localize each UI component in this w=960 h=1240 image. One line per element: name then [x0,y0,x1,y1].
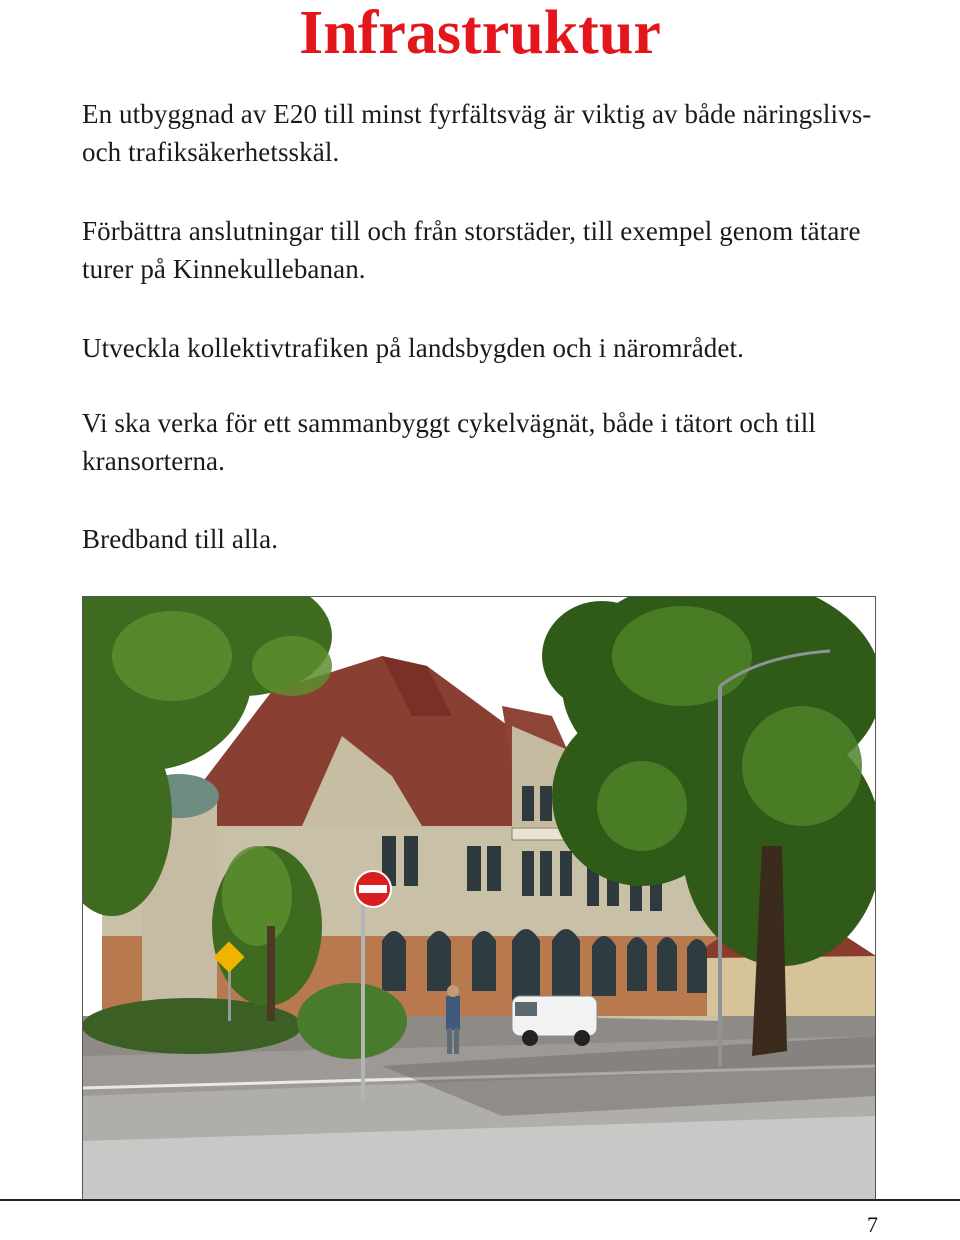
paragraph-cycle-network: Vi ska verka för ett sammanbyggt cykelvägnät, både i tätort och till kransorterna. [82,408,816,476]
paragraph-broadband: Bredband till alla. [82,524,279,554]
footer-rule [0,1199,960,1201]
paragraph-connections: Förbättra anslutningar till och från storstäder, till exempel genom tätare turer på Kinnekullebanan. [82,216,861,284]
station-photo [82,596,876,1200]
paragraph-e20: En utbyggnad av E20 till minst fyrfältsväg är viktig av både näringslivs- och trafiksäkerhetsskäl. [82,99,872,167]
page-title: Infrastruktur [299,0,661,67]
page-number: 7 [867,1212,878,1237]
paragraph-public-transport: Utveckla kollektivtrafiken på landsbygden och i närområdet. [82,333,744,363]
